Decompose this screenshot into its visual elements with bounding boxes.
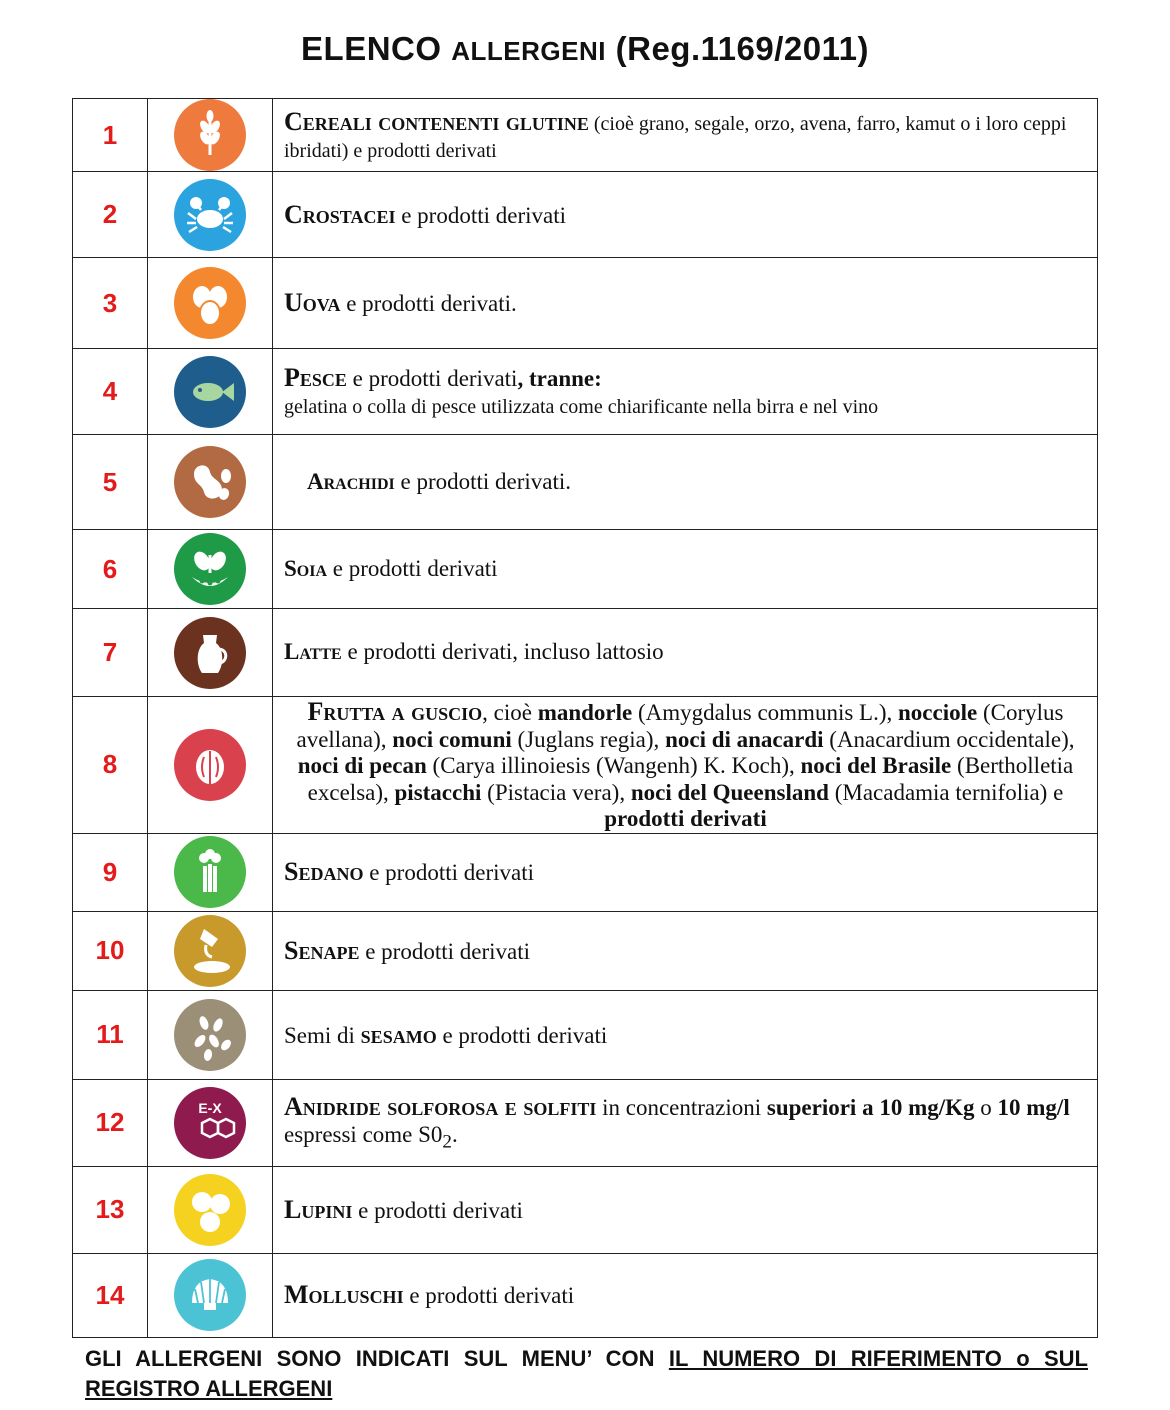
soy-icon: [174, 533, 246, 605]
svg-text:E-X: E-X: [198, 1099, 222, 1116]
table-row: [73, 990, 1098, 1079]
row-number: 5: [73, 435, 148, 530]
row-number: 4: [73, 349, 148, 435]
table-row: [73, 172, 1098, 258]
row-number: 7: [73, 609, 148, 697]
allergen-description: Latte e prodotti derivati, incluso lattosio: [273, 609, 1098, 697]
table-row: [73, 349, 1098, 435]
sesame-icon: [174, 999, 246, 1071]
row-number: 1: [73, 99, 148, 172]
allergen-description: Uova e prodotti derivati.: [273, 258, 1098, 349]
title-reg: (Reg.1169/2011): [615, 30, 869, 67]
eggs-icon: [174, 267, 246, 339]
page-title: [0, 30, 1170, 68]
sulphite-icon: [174, 1087, 246, 1159]
allergen-description: Frutta a guscio, cioè mandorle (Amygdalus communis L.), nocciole (Corylus avellana), noci comuni (Juglans regia), noci di anacardi (Anacardium occidentale), noci di pecan (Carya illinoiesis (Wangenh) K. Koch), noci del Brasile (Bertholletia excelsa), pistacchi (Pistacia vera), noci del Queensland (Macadamia ternifolia) e prodotti derivati: [273, 697, 1098, 834]
table-row: [73, 530, 1098, 609]
allergen-description: Pesce e prodotti derivati, tranne: gelatina o colla di pesce utilizzata come chiarificante nella birra e nel vino: [273, 349, 1098, 435]
table-row: [73, 99, 1098, 172]
row-number: 11: [73, 990, 148, 1079]
row-number: 12: [73, 1079, 148, 1166]
allergen-description: Soia e prodotti derivati: [273, 530, 1098, 609]
allergen-description: Sedano e prodotti derivati: [273, 833, 1098, 911]
allergen-description: Semi di sesamo e prodotti derivati: [273, 990, 1098, 1079]
row-number: 9: [73, 833, 148, 911]
row-number: 2: [73, 172, 148, 258]
allergen-description: Senape e prodotti derivati: [273, 911, 1098, 990]
allergen-description: Arachidi e prodotti derivati.: [273, 435, 1098, 530]
milk-jug-icon: [174, 617, 246, 689]
row-number: 3: [73, 258, 148, 349]
title-main: ELENCO: [301, 30, 442, 67]
fish-icon: [174, 356, 246, 428]
allergen-table: [72, 98, 1098, 1338]
table-row: [73, 697, 1098, 834]
allergen-description: Cereali contenenti glutine (cioè grano, segale, orzo, avena, farro, kamut o i loro ceppi ibridati) e prodotti derivati: [273, 99, 1098, 172]
table-row: [73, 1079, 1098, 1166]
table-row: [73, 609, 1098, 697]
table-row: [73, 911, 1098, 990]
table-row: [73, 258, 1098, 349]
footer-note: GLI ALLERGENI SONO INDICATI SUL MENU’ CON IL NUMERO DI RIFERIMENTO o SUL REGISTRO ALLERGENI: [85, 1346, 1088, 1402]
row-number: 13: [73, 1166, 148, 1253]
row-number: 10: [73, 911, 148, 990]
lupin-icon: [174, 1174, 246, 1246]
wheat-icon: [174, 99, 246, 171]
allergen-description: Crostacei e prodotti derivati: [273, 172, 1098, 258]
table-row: [73, 833, 1098, 911]
table-row: [73, 1253, 1098, 1337]
celery-icon: [174, 836, 246, 908]
shell-icon: [174, 1259, 246, 1331]
row-number: 6: [73, 530, 148, 609]
peanut-icon: [174, 446, 246, 518]
row-number: 14: [73, 1253, 148, 1337]
table-row: [73, 435, 1098, 530]
allergen-description: Lupini e prodotti derivati: [273, 1166, 1098, 1253]
table-row: [73, 1166, 1098, 1253]
allergen-description: Molluschi e prodotti derivati: [273, 1253, 1098, 1337]
allergen-description: Anidride solforosa e solfiti in concentrazioni superiori a 10 mg/Kg o 10 mg/l espressi come $S0_2$.: [273, 1079, 1098, 1166]
crab-icon: [174, 179, 246, 251]
title-small: ALLERGENI: [451, 36, 606, 66]
walnut-icon: [174, 729, 246, 801]
mustard-icon: [174, 915, 246, 987]
row-number: 8: [73, 697, 148, 834]
